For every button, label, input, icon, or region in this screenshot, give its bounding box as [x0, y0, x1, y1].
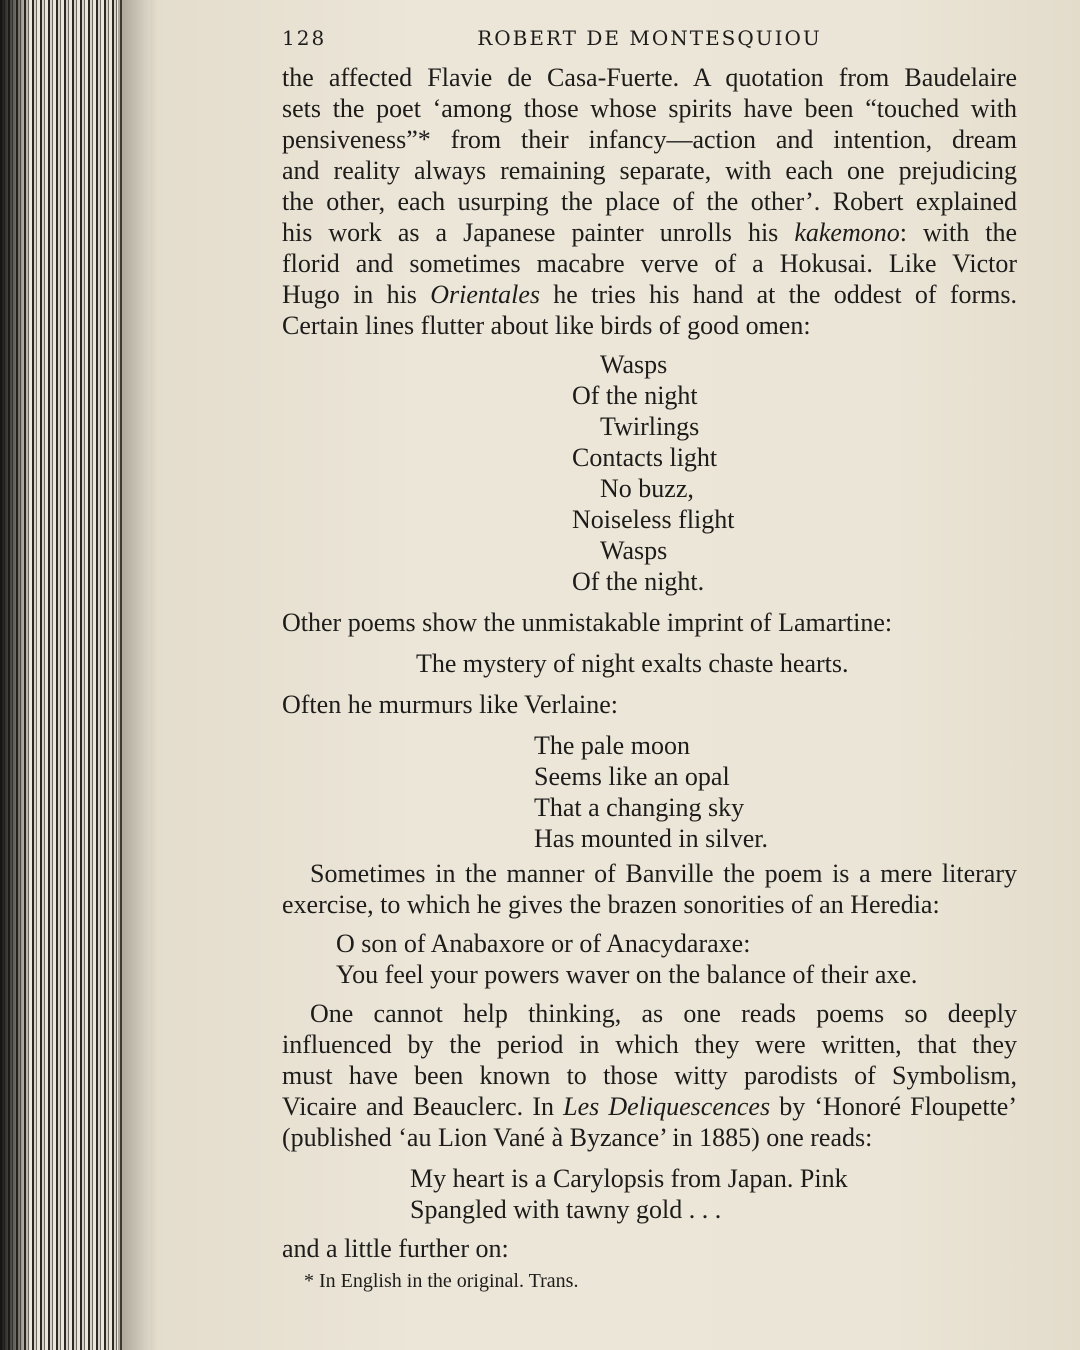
text-line: Sometimes in the manner of Banville the poem is a mere literary: [310, 859, 1017, 888]
poem-line: Of the night: [572, 381, 698, 410]
poem-anabaxore: [336, 928, 1017, 990]
poem-line: Wasps: [600, 350, 668, 379]
poem-line: The mystery of night exalts chaste hearts.: [416, 649, 849, 678]
text-line: the other, each usurping the place of the other’. Robert explained: [282, 187, 1017, 216]
text-line: Vicaire and Beauclerc. In Les Deliquescences by ‘Honoré Floupette’: [282, 1092, 1017, 1121]
text-line: influenced by the period in which they were written, that they: [282, 1030, 1017, 1059]
poem-line: Contacts light: [572, 443, 718, 472]
paragraph-banville: [282, 858, 1017, 920]
book-edge-shadow: [0, 0, 30, 1350]
poem-line: Of the night.: [572, 567, 705, 596]
italic-orientales: Orientales: [430, 280, 540, 309]
text-line: sets the poet ‘among those whose spirits have been “touched with: [282, 94, 1017, 123]
text-line: and reality always remaining separate, with each one prejudicing: [282, 156, 1017, 185]
poem-line: Noiseless flight: [572, 505, 735, 534]
text-line: Certain lines flutter about like birds of good omen:: [282, 311, 811, 340]
paragraph-lamartine: Other poems show the unmistakable imprint of Lamartine:: [282, 608, 893, 637]
poem-line: That a changing sky: [534, 793, 745, 822]
footnote: * In English in the original. Trans.: [304, 1270, 579, 1292]
page-content: [282, 22, 1017, 1293]
paragraph-parodists: [282, 998, 1017, 1153]
text-line: must have been known to those witty parodists of Symbolism,: [282, 1061, 1017, 1090]
text-line: the affected Flavie de Casa-Fuerte. A quotation from Baudelaire: [282, 63, 1017, 92]
poem-line: No buzz,: [600, 474, 694, 503]
poem-line: The pale moon: [534, 731, 690, 760]
poem-line: Seems like an opal: [534, 762, 730, 791]
italic-les-deliquescences: Les Deliquescences: [563, 1092, 771, 1121]
paragraph-verlaine: Often he murmurs like Verlaine:: [282, 690, 618, 719]
poem-line: Has mounted in silver.: [534, 824, 768, 853]
poem-carylopsis: [410, 1163, 1017, 1225]
quote-lamartine: [416, 648, 1017, 679]
running-title: ROBERT DE MONTESQUIOU: [477, 26, 822, 50]
poem-wasps: [572, 349, 1017, 597]
poem-pale-moon: [534, 730, 1017, 854]
text-line: his work as a Japanese painter unrolls his kakemono: with the: [282, 218, 1017, 247]
poem-line: My heart is a Carylopsis from Japan. Pink: [410, 1164, 848, 1193]
text-line: One cannot help thinking, as one reads poems so deeply: [310, 999, 1017, 1028]
text-line: (published ‘au Lion Vané à Byzance’ in 1885) one reads:: [282, 1123, 873, 1152]
poem-line: You feel your powers waver on the balance of their axe.: [336, 960, 918, 989]
text-line: pensiveness”* from their infancy—action and intention, dream: [282, 125, 1017, 154]
poem-line: Twirlings: [600, 412, 700, 441]
paragraph-baudelaire: [282, 62, 1017, 341]
page-number: 128: [282, 26, 327, 50]
poem-line: O son of Anabaxore or of Anacydaraxe:: [336, 929, 751, 958]
text-line: florid and sometimes macabre verve of a Hokusai. Like Victor: [282, 249, 1017, 278]
text-line: exercise, to which he gives the brazen sonorities of an Heredia:: [282, 890, 940, 919]
running-head: [282, 22, 1017, 62]
poem-line: Spangled with tawny gold . . .: [410, 1195, 722, 1224]
italic-kakemono: kakemono: [794, 218, 900, 247]
text-line: Hugo in his Orientales he tries his hand at the oddest of forms.: [282, 280, 1017, 309]
book-gutter: [118, 0, 158, 1350]
paragraph-further-on: and a little further on:: [282, 1234, 509, 1263]
poem-line: Wasps: [600, 536, 668, 565]
